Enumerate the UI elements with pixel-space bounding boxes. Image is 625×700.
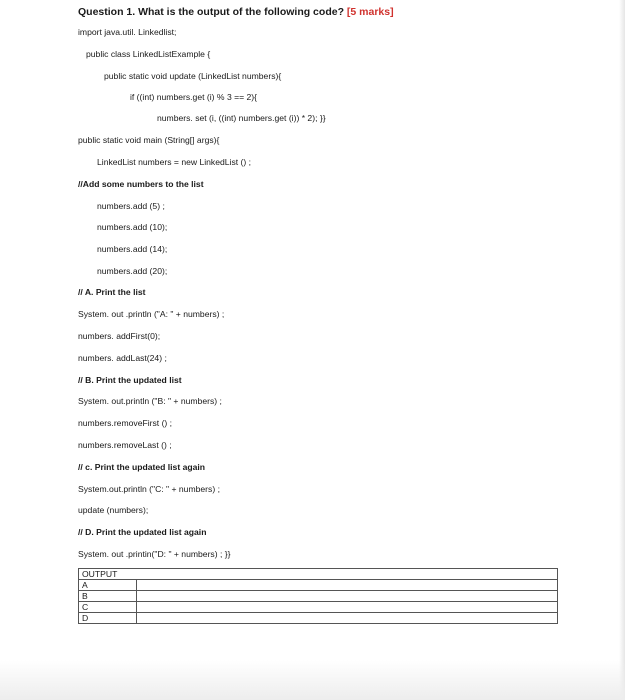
code-update-call: update (numbers); (78, 505, 149, 515)
output-table (78, 568, 558, 624)
page-edge-shadow (619, 0, 625, 700)
code-add-10: numbers.add (10); (97, 222, 168, 232)
code-import-line: import java.util. Linkedlist; (78, 27, 177, 37)
code-list-declaration: LinkedList numbers = new LinkedList () ; (97, 157, 252, 167)
code-comment-b: // B. Print the updated list (78, 375, 182, 385)
output-row-answer-cell (137, 591, 558, 602)
code-print-d: System. out .printin("D: " + numbers) ; }} (78, 549, 231, 559)
code-main-declaration: public static void main (String[] args){ (78, 135, 220, 145)
output-table-header: OUTPUT (79, 569, 558, 580)
output-row-label: A (79, 580, 137, 591)
code-comment-c: // c. Print the updated list again (78, 462, 206, 472)
question-heading (78, 6, 394, 19)
page-bottom-shadow (0, 660, 625, 700)
code-add-20: numbers.add (20); (97, 266, 168, 276)
code-set-line: numbers. set (i, ((int) numbers.get (i)) * 2); }} (157, 113, 326, 123)
code-class-declaration: public class LinkedListExample { (86, 49, 211, 59)
code-remove-first: numbers.removeFirst () ; (78, 418, 173, 428)
code-if-line: if ((int) numbers.get (i) % 3 == 2){ (130, 92, 258, 102)
code-print-a: System. out .println ("A: " + numbers) ; (78, 309, 225, 319)
output-row-label: C (79, 602, 137, 613)
code-add-14: numbers.add (14); (97, 244, 168, 254)
output-row-answer-cell (137, 613, 558, 624)
code-comment-a: // A. Print the list (78, 287, 146, 297)
code-print-b: System. out.println ("B: " + numbers) ; (78, 396, 222, 406)
output-row-d (79, 613, 558, 624)
code-comment-d: // D. Print the updated list again (78, 527, 207, 537)
code-update-declaration: public static void update (LinkedList numbers){ (104, 71, 282, 81)
output-row-c (79, 602, 558, 613)
output-row-label: B (79, 591, 137, 602)
code-add-first: numbers. addFirst(0); (78, 331, 161, 341)
code-add-last: numbers. addLast(24) ; (78, 353, 167, 363)
output-table-header-row (79, 569, 558, 580)
output-row-answer-cell (137, 602, 558, 613)
output-row-a (79, 580, 558, 591)
output-row-label: D (79, 613, 137, 624)
code-remove-last: numbers.removeLast () ; (78, 440, 172, 450)
output-row-answer-cell (137, 580, 558, 591)
output-row-b (79, 591, 558, 602)
code-comment-add: //Add some numbers to the list (78, 179, 204, 189)
code-print-c: System.out.println ("C: " + numbers) ; (78, 484, 220, 494)
code-add-5: numbers.add (5) ; (97, 201, 165, 211)
question-marks: [5 marks] (346, 6, 394, 18)
question-title: Question 1. What is the output of the following code? (78, 6, 344, 18)
